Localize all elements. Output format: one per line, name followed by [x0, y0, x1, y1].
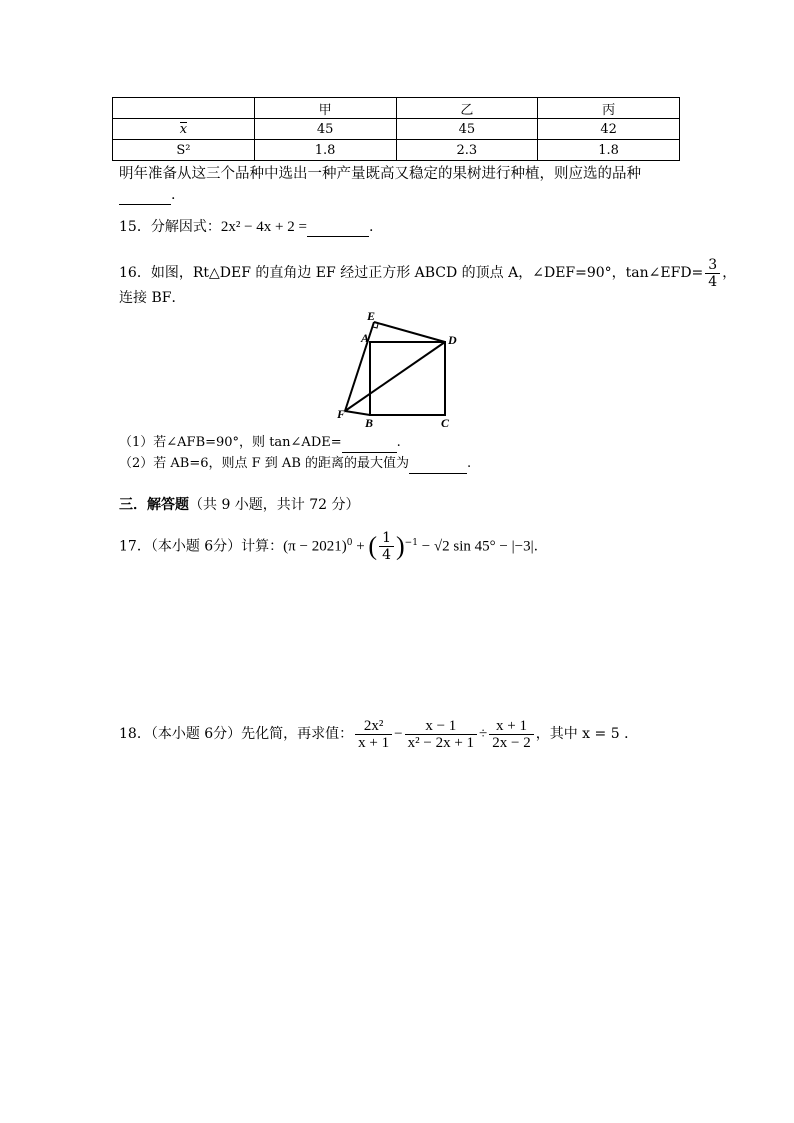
- table-cell: 2.3: [396, 140, 538, 161]
- segment-fb: [345, 411, 370, 415]
- answer-blank: [119, 186, 171, 205]
- label-e: E: [367, 309, 376, 323]
- q18-fraction-2: $\frac{x - 1}{\text{x² − 2x + 1}}$: [405, 718, 477, 751]
- table-cell: 45: [254, 119, 396, 140]
- table-row: [113, 119, 680, 140]
- table-cell: 1.8: [254, 140, 396, 161]
- q15-question: 15．分解因式：2x² − 4x + 2 = .: [119, 219, 374, 235]
- segment-ed: [374, 322, 445, 342]
- q16-intro: 16．如图，Rt△DEF 的直角边 EF 经过正方形 ABCD 的顶点 A，∠DEF=90°，tan∠EFD=: [119, 265, 704, 281]
- q16-fraction: $\frac{3}{4}$: [705, 257, 720, 290]
- label-f: F: [337, 407, 346, 421]
- segment-fd: [345, 342, 445, 411]
- q17-fraction: $\frac{1}{4}$: [379, 530, 394, 563]
- q17-question: 17．（本小题 6分）计算：$(\pi - 2021)^0$ + ( $\frac{1}{4}$ )$^{-1}$ − √2 sin 45° − |−3|.: [119, 530, 539, 564]
- table-row: [113, 140, 680, 161]
- q17-term-pi: (π − 2021): [283, 538, 347, 555]
- label-b: B: [365, 416, 374, 430]
- q17-term-rest: − √2 sin 45° − |−3|: [417, 538, 534, 555]
- answer-blank: [409, 455, 467, 474]
- table-header-cell: [113, 98, 255, 119]
- table-cell: 45: [396, 119, 538, 140]
- answer-blank: [307, 218, 369, 237]
- section-note: （共 9 小题，共计 72 分）: [189, 497, 360, 513]
- label-d: D: [448, 333, 457, 347]
- q16-sub2: （2）若 AB=6，则点 F 到 AB 的距离的最大值为 .: [119, 455, 471, 474]
- q16-line2: 连接 BF．: [119, 290, 186, 306]
- q14-text: 明年准备从这三个品种中选出一种产量既高又稳定的果树进行种植，则应选的品种: [119, 166, 641, 182]
- q18-fraction-3: $\frac{x + 1}{2x - 2}$: [489, 718, 533, 751]
- q16-question: 16．如图，Rt△DEF 的直角边 EF 经过正方形 ABCD 的顶点 A，∠DEF=90°，tan∠EFD= $\frac{3}{4}$ ，: [119, 256, 737, 290]
- row-label-variance: S²: [113, 140, 255, 161]
- table-header-cell: 甲: [254, 98, 396, 119]
- row-label-mean: x: [113, 119, 255, 140]
- table-cell: 1.8: [538, 140, 680, 161]
- table-header-row: [113, 98, 680, 119]
- q14-answer-line: .: [119, 186, 175, 205]
- q18-question: 18．（本小题 6分）先化简，再求值： $\frac{\text{2x²}}{x + 1}$ − $\frac{x - 1}{\text{x² − 2x + 1}}$ ÷ $\frac{x + 1}{2x - 2}$ ，其中 x = 5 ．: [119, 717, 639, 751]
- answer-blank: [342, 434, 397, 453]
- q18-fraction-1: $\frac{\text{2x²}}{x + 1}$: [355, 718, 392, 751]
- table-cell: 42: [538, 119, 680, 140]
- q16-sub1: （1）若∠AFB=90°，则 tan∠ADE= .: [119, 434, 401, 453]
- table-header-cell: 丙: [538, 98, 680, 119]
- section-heading: [119, 496, 360, 514]
- section-title: 三．解答题: [119, 497, 189, 513]
- label-a: A: [361, 331, 370, 345]
- geometry-figure: [330, 305, 465, 430]
- table-header-cell: 乙: [396, 98, 538, 119]
- stats-table: [112, 97, 680, 161]
- square-abcd: [370, 342, 445, 415]
- q15-prefix: 15．分解因式：: [119, 219, 221, 235]
- label-c: C: [441, 416, 450, 430]
- q15-expression: 2x² − 4x + 2 =: [220, 219, 307, 235]
